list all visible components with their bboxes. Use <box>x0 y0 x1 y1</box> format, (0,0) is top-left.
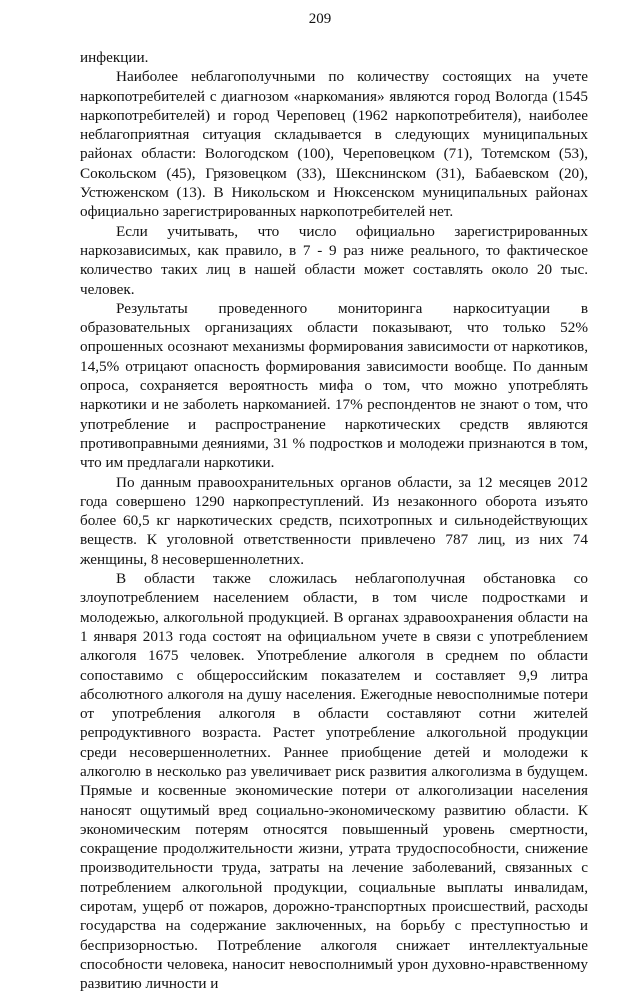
paragraph-continuation: инфекции. <box>80 49 149 66</box>
paragraph-law-enforcement-data: По данным правоохранительных органов области, за 12 месяцев 2012 года совершено 1290 наркопреступлений. Из незаконного оборота изъято более 60,5 кг наркотических средств, психотропных и сильнодействующих веществ. К уголовной ответственности привлечено 787 лиц, из них 74 женщины, 8 несовершеннолетних. <box>80 473 588 568</box>
paragraph-actual-number-estimate: Если учитывать, что число официально зарегистрированных наркозависимых, как правило, в 7 - 9 раз ниже реального, то фактическое количество таких лиц в нашей области может составлять около 20 тыс. человек. <box>80 222 588 298</box>
paragraph-alcohol-situation: В области также сложилась неблагополучная обстановка со злоупотреблением населением области, в том числе подростками и молодежью, алкогольной продукцией. В органах здравоохранения области на 1 января 2013 года состоят на официальном учете в связи с употреблением алкоголя 1675 человек. Употребление алкоголя в среднем по области сопоставимо с общероссийским показателем и составляет 9,9 литра абсолютного алкоголя на душу населения. Ежегодные невосполнимые потери от употребления алкоголя в области составляют сотни жителей репродуктивного возраста. Растет употребление алкогольной продукции среди несовершеннолетних. Раннее приобщение детей и молодежи к алкоголю в несколько раз увеличивает риск развития алкоголизма в будущем. Прямые и косвенные экономические потери от алкоголизации населения наносят ощутимый вред социально-экономическому развитию области. К экономическим потерям относятся повышенный уровень смертности, сокращение продолжительности жизни, утрата трудоспособности, снижение производительности труда, затраты на лечение заболеваний, связанных с потреблением алкогольной продукции, социальные выплаты инвалидам, сиротам, ущерб от пожаров, дорожно-транспортных происшествий, расходы государства на содержание заключенных, на борьбу с преступностью и беспризорностью. Потребление алкоголя снижает интеллектуальные способности человека, наносит невосполнимый урон духовно-нравственному развитию личности и <box>80 570 588 993</box>
document-body <box>80 48 588 994</box>
paragraph-drug-users-by-district: Наиболее неблагополучными по количеству состоящих на учете наркопотребителей с диагнозом «наркомания» являются город Вологда (1545 наркопотребителей) и город Череповец (1962 наркопотребителя), наиболее неблагоприятная ситуация складывается в следующих муниципальных районах области: Вологодском (100), Череповецком (71), Тотемском (53), Сокольском (45), Грязовецком (33), Шекснинском (31), Бабаевском (20), Устюженском (13). В Никольском и Нюксенском муниципальных районах официально зарегистрированных наркопотребителей нет. <box>80 68 588 221</box>
page-number: 209 <box>308 11 332 27</box>
paragraph-monitoring-results: Результаты проведенного мониторинга наркоситуации в образовательных организациях области показывают, что только 52% опрошенных осознают механизмы формирования зависимости от наркотиков, 14,5% отрицают опасность формирования зависимости вообще. По данным опроса, сохраняется вероятность мифа о том, что можно употреблять наркотики и не заболеть наркоманией. 17% респондентов не знают о том, что употребление и распространение наркотических средств являются противоправными деяниями, 31 % подростков и молодежи признаются в том, что им предлагали наркотики. <box>80 299 588 472</box>
